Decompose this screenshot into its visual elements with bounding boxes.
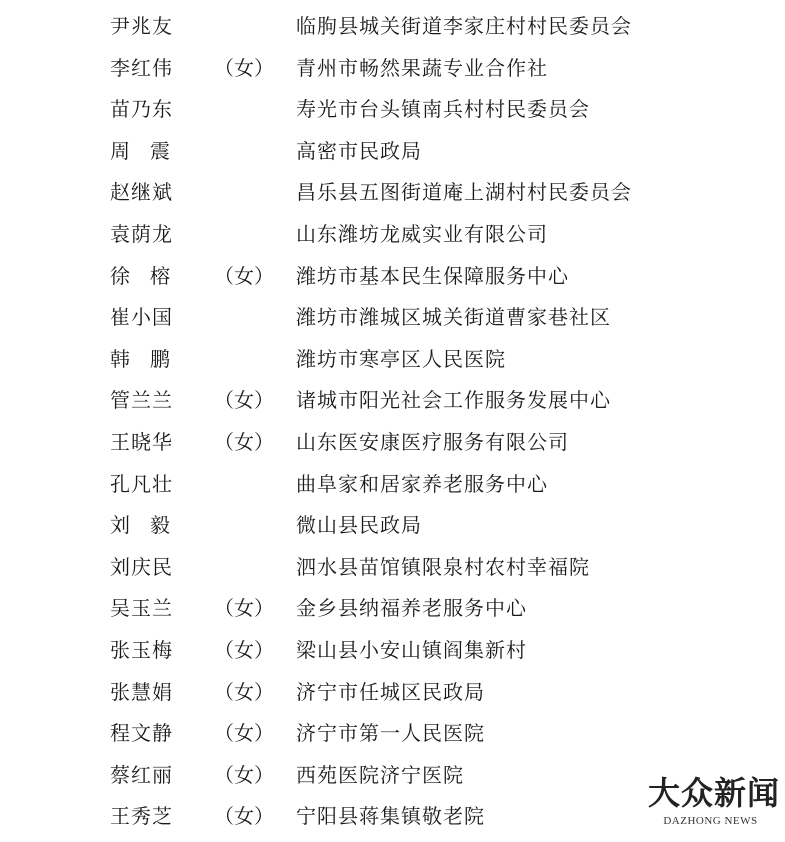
person-name: 王晓华: [110, 430, 173, 454]
organization-name: 曲阜家和居家养老服务中心: [296, 471, 548, 496]
list-item: [0, 590, 785, 632]
person-name: 徐 榕: [110, 263, 170, 288]
person-name: 管兰兰: [110, 388, 173, 413]
dazhong-news-logo: [648, 774, 781, 832]
list-item: [0, 91, 785, 133]
person-name: 吴玉兰: [110, 596, 173, 621]
person-name: 袁荫龙: [110, 222, 173, 246]
list-item: [0, 216, 785, 258]
logo-chinese-text: 大众新闻: [648, 774, 781, 812]
list-item: [0, 549, 785, 591]
organization-name: 临朐县城关街道李家庄村村民委员会: [296, 14, 632, 38]
list-item: [0, 50, 785, 92]
gender-note: （女）: [214, 762, 274, 787]
organization-name: 高密市民政局: [296, 138, 422, 163]
gender-note: （女）: [214, 721, 274, 746]
organization-name: 昌乐县五图街道庵上湖村村民委员会: [296, 180, 632, 205]
gender-note: （女）: [214, 596, 274, 621]
organization-name: 山东潍坊龙威实业有限公司: [296, 222, 548, 246]
logo-english-text: DAZHONG NEWS: [663, 815, 758, 827]
organization-name: 寿光市台头镇南兵村村民委员会: [296, 97, 590, 122]
organization-name: 诸城市阳光社会工作服务发展中心: [296, 388, 611, 413]
organization-name: 梁山县小安山镇阎集新村: [296, 638, 527, 662]
list-item: [0, 632, 785, 674]
organization-name: 青州市畅然果蔬专业合作社: [296, 55, 548, 80]
list-item: [0, 507, 785, 549]
list-item: [0, 466, 785, 508]
person-name: 刘 毅: [110, 513, 170, 538]
organization-name: 潍坊市基本民生保障服务中心: [296, 263, 569, 288]
organization-name: 潍坊市寒亭区人民医院: [296, 346, 506, 371]
person-name: 王秀芝: [110, 804, 173, 829]
organization-name: 济宁市任城区民政局: [296, 679, 485, 704]
person-name: 张慧娟: [110, 679, 173, 704]
gender-note: （女）: [214, 55, 274, 80]
person-name: 张玉梅: [110, 638, 173, 662]
organization-name: 山东医安康医疗服务有限公司: [296, 430, 569, 454]
gender-note: （女）: [214, 679, 274, 704]
organization-name: 微山县民政局: [296, 513, 422, 538]
person-name: 李红伟: [110, 55, 173, 80]
person-name: 周 震: [110, 138, 170, 163]
person-name: 韩 鹏: [110, 346, 170, 371]
list-item: [0, 133, 785, 175]
organization-name: 潍坊市潍城区城关街道曹家巷社区: [296, 305, 611, 330]
list-item: [0, 258, 785, 300]
organization-name: 泗水县苗馆镇限泉村农村幸福院: [296, 554, 590, 579]
list-item: [0, 715, 785, 757]
person-name: 程文静: [110, 721, 173, 746]
list-item: [0, 341, 785, 383]
list-item: [0, 174, 785, 216]
organization-name: 西苑医院济宁医院: [296, 762, 464, 787]
person-name: 赵继斌: [110, 180, 173, 205]
organization-name: 宁阳县蒋集镇敬老院: [296, 804, 485, 829]
organization-name: 金乡县纳福养老服务中心: [296, 596, 527, 621]
person-name: 孔凡壮: [110, 471, 173, 496]
gender-note: （女）: [214, 638, 274, 662]
list-item: [0, 424, 785, 466]
organization-name: 济宁市第一人民医院: [296, 721, 485, 746]
gender-note: （女）: [214, 430, 274, 454]
person-name: 崔小国: [110, 305, 173, 330]
person-name: 刘庆民: [110, 554, 173, 579]
gender-note: （女）: [214, 804, 274, 829]
list-item: [0, 382, 785, 424]
gender-note: （女）: [214, 388, 274, 413]
list-item: [0, 8, 785, 50]
person-name: 尹兆友: [110, 14, 173, 38]
person-name: 蔡红丽: [110, 762, 173, 787]
list-item: [0, 299, 785, 341]
person-name: 苗乃东: [110, 97, 173, 122]
list-item: [0, 674, 785, 716]
gender-note: （女）: [214, 263, 274, 288]
